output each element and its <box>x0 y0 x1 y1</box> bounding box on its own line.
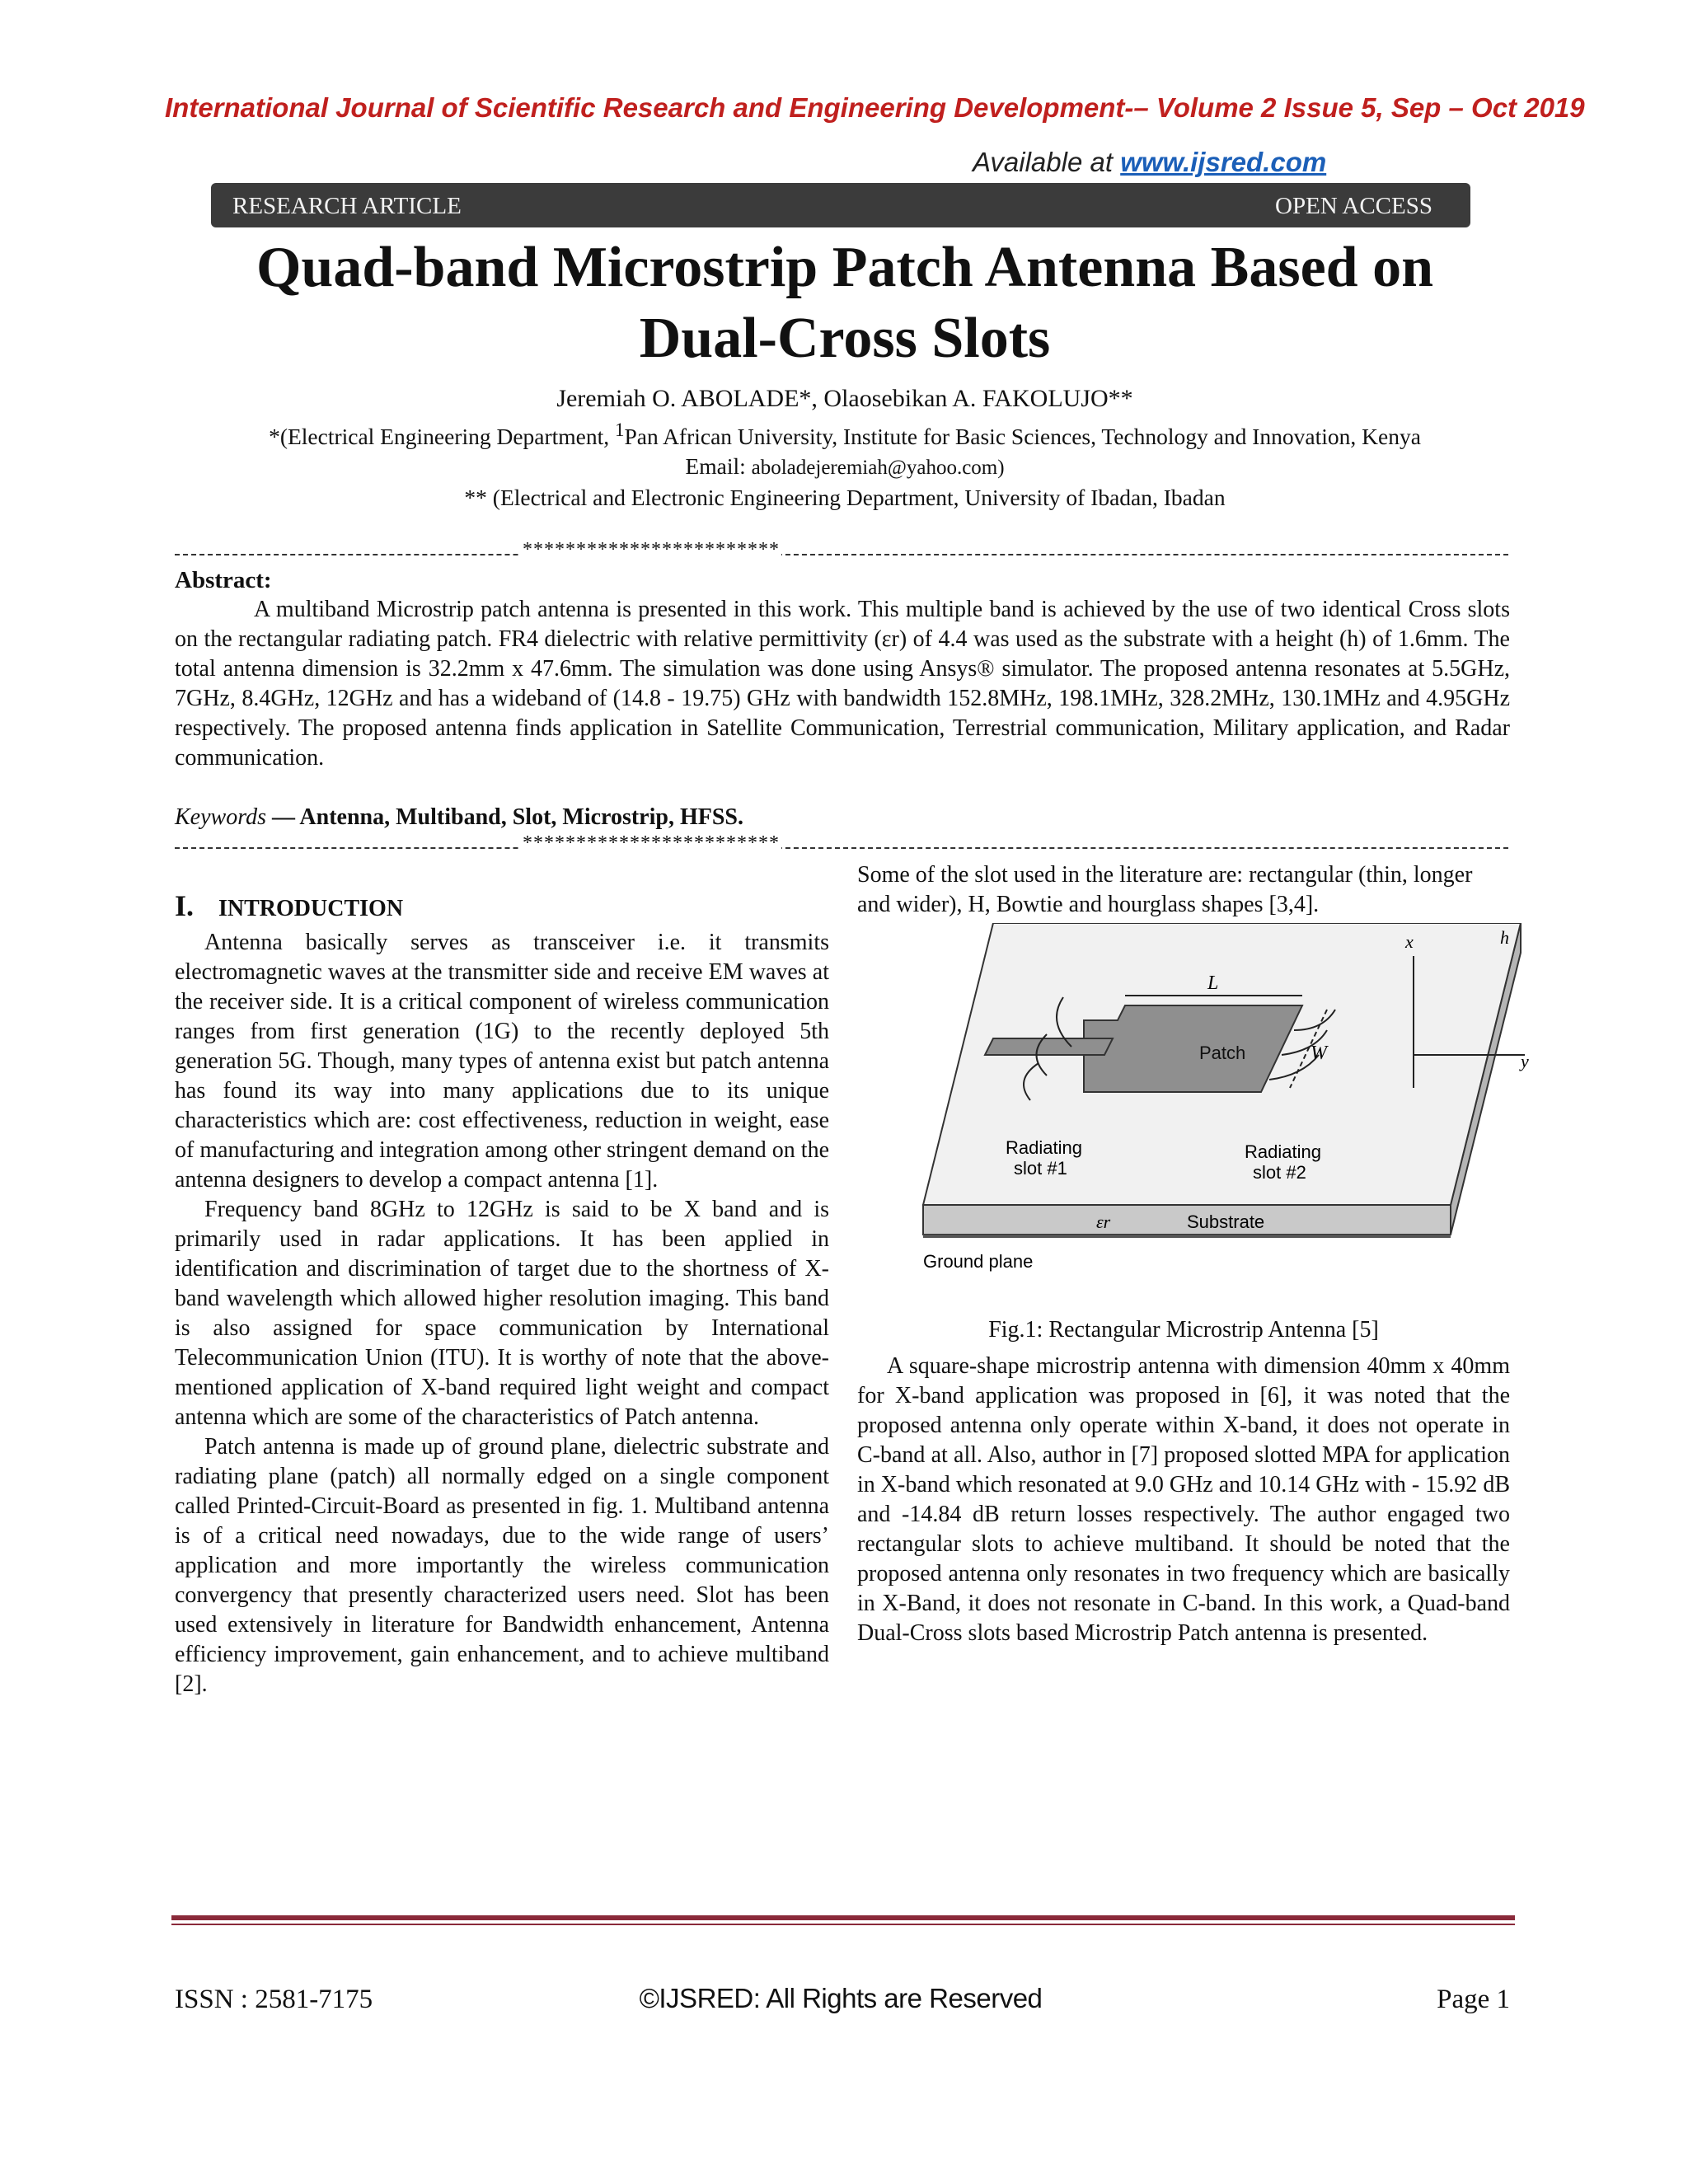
journal-header: International Journal of Scientific Research and Engineering Development-– Volume 2 Issue 5, Sep – Oct 2019 <box>165 92 1585 123</box>
title-line-2: Dual-Cross Slots <box>639 307 1051 370</box>
paragraph: Frequency band 8GHz to 12GHz is said to be X band and is primarily used in radar applications. It has been applied in identification and discrimination of target due to the shortness of X-band wavelength which allowed higher resolution imaging. This band is also assigned for space communication by International Telecommunication Union (ITU). It is worthy of note that the above-mentioned application of X-band required light weight and compact antenna which are some of the characteristics of Patch antenna. <box>175 1197 829 1430</box>
keywords-line <box>175 804 743 831</box>
email-line <box>165 452 1525 483</box>
ground-plane-label: Ground plane <box>923 1251 1034 1272</box>
paragraph: Some of the slot used in the literature are: rectangular (thin, longer and wider), H, Bowtie and hourglass shapes [3,4]. <box>857 862 1473 917</box>
paragraph: Patch antenna is made up of ground plane, dielectric substrate and radiating plane (patch) all normally edged on a single component called Printed-Circuit-Board as presented in fig. 1. Multiband antenna is of a critical need nowadays, due to the wide range of users’ application and more importantly the wireless communication convergency that presently characterized users need. Slot has been used extensively in literature for Bandwidth enhancement, Antenna efficiency improvement, gain enhancement, and to achieve multiband [2]. <box>175 1434 829 1697</box>
slot1-label-line2: slot #1 <box>1014 1158 1067 1179</box>
affiliation-1-dept: *(Electrical Engineering Department, <box>269 424 616 450</box>
available-prefix: Available at <box>973 147 1114 177</box>
affiliation-1-sup: 1 <box>615 419 625 440</box>
section-title: INTRODUCTION <box>218 896 404 921</box>
journal-website-link[interactable]: www.ijsred.com <box>1120 147 1327 177</box>
affiliation-1-institution: Pan African University, Institute for Basic Sciences, Technology and Innovation, Kenya <box>624 424 1421 450</box>
footer-rule <box>171 1915 1515 1920</box>
right-column-intro <box>857 860 1510 920</box>
abstract-heading: Abstract: <box>175 567 272 593</box>
dimension-w-label: W <box>1311 1043 1327 1064</box>
paper-title <box>165 232 1525 374</box>
right-column-body <box>857 1352 1510 1648</box>
section-heading-introduction <box>175 888 403 923</box>
substrate-label: Substrate <box>1187 1212 1265 1232</box>
permittivity-label: εr <box>1096 1212 1111 1232</box>
y-axis-label: y <box>1521 1051 1529 1071</box>
author-list: Jeremiah O. ABOLADE*, Olaosebikan A. FAKOLUJO** <box>556 385 1133 412</box>
footer-page-number: Page 1 <box>1437 1985 1510 2014</box>
affiliations <box>165 415 1525 513</box>
keywords-label: Keywords <box>175 804 266 830</box>
microstrip-antenna-figure <box>915 923 1533 1277</box>
affiliation-2: ** (Electrical and Electronic Engineering Department, University of Ibadan, Ibadan <box>464 485 1226 511</box>
dimension-l-label: L <box>1207 972 1219 994</box>
slot1-label-line1: Radiating <box>1006 1137 1082 1158</box>
footer-copyright: ©IJSRED: All Rights are Reserved <box>639 1983 1043 2013</box>
section-number: I. <box>175 889 195 922</box>
keywords-list: — Antenna, Multiband, Slot, Microstrip, HFSS. <box>265 804 743 830</box>
title-line-1: Quad-band Microstrip Patch Antenna Based on <box>256 236 1434 299</box>
left-column-body <box>175 928 829 1699</box>
email-value: aboladejeremiah@yahoo.com) <box>751 457 1005 480</box>
height-label: h <box>1500 927 1509 948</box>
feed-line <box>985 1038 1113 1055</box>
separator-rule-top <box>175 539 1508 560</box>
patch-label: Patch <box>1199 1043 1246 1063</box>
x-axis-label: x <box>1405 931 1414 952</box>
figure-caption: Fig.1: Rectangular Microstrip Antenna [5] <box>988 1317 1379 1343</box>
paragraph: Antenna basically serves as transceiver i.e. it transmits electromagnetic waves at the transmitter side and receive EM waves at the receiver side. It is a critical component of wireless communication ranges from first generation (1G) to the recently deployed 5th generation 5G. Though, many types of antenna exist but patch antenna has found its way into many applications due to its unique characteristics which are: cost effectiveness, reduction in weight, ease of manufacturing and integration among other stringent demand on the antenna designers to develop a compact antenna [1]. <box>175 930 829 1193</box>
open-access-label: OPEN ACCESS <box>1275 193 1432 219</box>
affiliation-1 <box>165 415 1525 452</box>
footer-rule-thin <box>171 1924 1515 1925</box>
separator-stars: ************************ <box>523 832 780 854</box>
availability-line <box>973 147 1326 178</box>
email-label: Email: <box>685 453 752 480</box>
research-article-label: RESEARCH ARTICLE <box>232 193 462 219</box>
slot2-label-line2: slot #2 <box>1253 1162 1306 1183</box>
abstract-text: A multiband Microstrip patch antenna is presented in this work. This multiple band is achieved by the use of two identical Cross slots on the rectangular radiating patch. FR4 dielectric with relative permittivity (εr) of 4.4 was used as the substrate with a height (h) of 1.6mm. The total antenna dimension is 32.2mm x 47.6mm. The simulation was done using Ansys® simulator. The proposed antenna resonates at 5.5GHz, 7GHz, 8.4GHz, 12GHz and has a wideband of (14.8 - 19.75) GHz with bandwidth 152.8MHz, 198.1MHz, 328.2MHz, 130.1MHz and 4.95GHz respectively. The proposed antenna finds application in Satellite Communication, Terrestrial communication, Military application, and Radar communication. <box>175 597 1510 771</box>
slot2-label-line1: Radiating <box>1245 1141 1321 1162</box>
article-type-banner <box>211 183 1470 227</box>
paragraph: A square-shape microstrip antenna with dimension 40mm x 40mm for X-band application was proposed in [6], it was noted that the proposed antenna only operate within X-band, it does not operate in C-band at all. Also, author in [7] proposed slotted MPA for application in X-band which resonated at 9.0 GHz and 10.14 GHz with - 15.92 dB and -14.84 dB return losses respectively. The author engaged two rectangular slots to achieve multiband. It should be noted that the proposed antenna only resonates in two frequency which are basically in X-Band, it does not resonate in C-band. In this work, a Quad-band Dual-Cross slots based Microstrip Patch antenna is presented. <box>857 1353 1510 1646</box>
footer-issn: ISSN : 2581-7175 <box>175 1985 373 2014</box>
separator-stars: ************************ <box>523 539 780 560</box>
separator-rule-bottom <box>175 832 1508 854</box>
